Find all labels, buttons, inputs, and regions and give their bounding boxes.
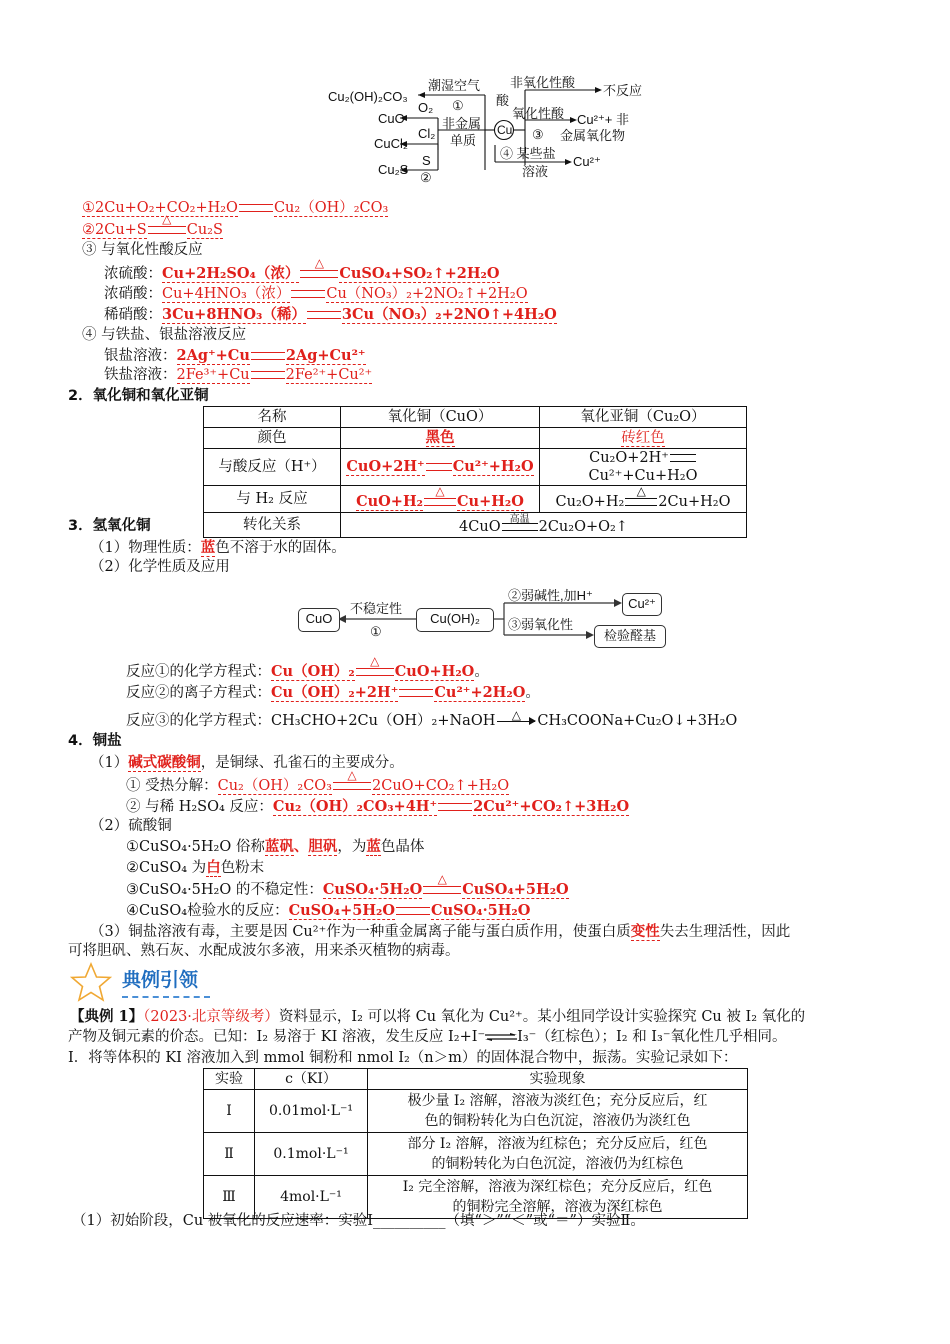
- eq-1: ①2Cu+O₂+CO₂+H₂O Cu₂（OH）₂CO₃: [82, 200, 389, 216]
- copper-sulfate-names: ①CuSO₄·5H₂O 俗称蓝矾、胆矾，为蓝色晶体: [126, 838, 425, 855]
- single-substance-label: 单质: [450, 133, 477, 148]
- acid-label: 酸: [496, 93, 510, 108]
- hydrate-instability: ③CuSO₄·5H₂O 的不稳定性：CuSO₄·5H₂O △ CuSO₄+5H₂O: [126, 872, 569, 898]
- toxicity-line-2: 可将胆矾、熟石灰、水配成波尔多液，用来杀灭植物的病毒。: [68, 943, 460, 959]
- eq-4-1: 银盐溶液：2Ag⁺+Cu 2Ag+Cu²⁺: [104, 347, 366, 364]
- header-cell: c（KI）: [255, 1069, 368, 1090]
- table-header-row: [204, 1069, 748, 1090]
- physical-property: （1）物理性质：蓝色不溶于水的固体。: [90, 539, 346, 556]
- table-row: [204, 1090, 748, 1133]
- circle-2-label: ②: [420, 170, 432, 185]
- reaction-1: 反应①的化学方程式：Cu（OH）₂ △ CuO+H₂O。: [126, 654, 489, 680]
- weak-oxidizing-label: ③弱氧化性: [508, 617, 574, 632]
- example-line-1: 【典例 1】（2023·北京等级考）资料显示，I₂ 可以将 Cu 氧化为 Cu²⁺。某小组同学设计实验探究 Cu 被 I₂ 氧化的: [70, 1008, 806, 1025]
- experiment-table: [203, 1068, 748, 1219]
- solution-label: 溶液: [522, 164, 549, 179]
- basic-copper-carbonate: （1）碱式碳酸铜，是铜绿、孔雀石的主要成分。: [90, 754, 404, 771]
- decomposition: ① 受热分解：Cu₂（OH）₂CO₃ △ 2CuO+CO₂↑+H₂O: [126, 768, 510, 794]
- exp-observation: 极少量 I₂ 溶解，溶液为淡红色；充分反应后，红 色的铜粉转化为白色沉淀，溶液仍为淡红色: [368, 1090, 748, 1133]
- cu2o-acid: Cu₂O+2H⁺Cu²⁺+Cu+H₂O: [540, 449, 747, 486]
- row-label: 与 H₂ 反应: [204, 486, 341, 513]
- oxidizing-acid-label: 氧化性酸: [512, 106, 565, 121]
- cl2-label: Cl₂: [418, 126, 436, 141]
- circle-3-label: ③: [532, 127, 544, 142]
- table-row: [204, 486, 747, 513]
- unstable-label: 不稳定性: [350, 601, 403, 616]
- nonoxidizing-acid-label: 非氧化性酸: [510, 75, 576, 90]
- cu2-ion-label: Cu²⁺: [573, 154, 601, 169]
- cuo-color: 黑色: [341, 428, 540, 449]
- anhydrous-color: ②CuSO₄ 为白色粉末: [126, 859, 265, 876]
- exp-id: Ⅲ: [204, 1176, 255, 1219]
- acid-reaction: ② 与稀 H₂SO₄ 反应：Cu₂（OH）₂CO₃+4H⁺ 2Cu²⁺+CO₂↑+3H₂O: [126, 798, 630, 815]
- header-cell: 实验现象: [368, 1069, 748, 1090]
- cu2o-h2: Cu₂O+H₂ △ 2Cu+H₂O: [540, 486, 747, 513]
- reaction-2: 反应②的离子方程式：Cu（OH）₂+2H⁺ Cu²⁺+2H₂O。: [126, 684, 540, 701]
- cu2oh2co3-label: Cu₂(OH)₂CO₃: [328, 89, 408, 104]
- circle-1-label: ①: [452, 98, 464, 113]
- header-cell: 实验: [204, 1069, 255, 1090]
- metal-oxide-label: 金属氧化物: [560, 128, 626, 143]
- moist-air-label: 潮湿空气: [428, 78, 481, 93]
- copper-oxide-table: [203, 406, 747, 538]
- eq-3-1: 浓硫酸：Cu+2H₂SO₄（浓） △ CuSO₄+SO₂↑+2H₂O: [104, 256, 500, 282]
- table-header-row: [204, 407, 747, 428]
- some-salt-label: ④ 某些盐: [500, 146, 556, 161]
- cucl2-label: CuCl₂: [374, 136, 408, 151]
- no-reaction-label: 不反应: [603, 83, 643, 98]
- s-label: S: [422, 153, 431, 168]
- equilibrium-icon: [485, 1033, 517, 1041]
- cu-center-label: Cu: [497, 123, 513, 137]
- header-cell: 名称: [204, 407, 341, 428]
- row-label: 与酸反应（H⁺）: [204, 449, 341, 486]
- eq-4-title: ④ 与铁盐、银盐溶液反应: [82, 327, 247, 343]
- conversion-cell: 4CuO 高温 2Cu₂O+O₂↑: [341, 513, 747, 538]
- table-row: [204, 449, 747, 486]
- cu2s-label: Cu₂S: [378, 162, 409, 177]
- cu-reaction-diagram: [320, 70, 660, 190]
- toxicity-line-1: （3）铜盐溶液有毒，主要是因 Cu²⁺作为一种重金属离子能与蛋白质作用，使蛋白质变性失去生理活性，因此: [90, 923, 791, 940]
- table-row: [204, 513, 747, 538]
- aldehyde-test-box: 检验醛基: [594, 625, 666, 648]
- question-1: （1）初始阶段，Cu 被氧化的反应速率：实验Ⅰ__________（填“＞”“＜”或“＝”）实验Ⅱ。: [72, 1213, 645, 1229]
- exp-id: Ⅱ: [204, 1133, 255, 1176]
- exp-id: Ⅰ: [204, 1090, 255, 1133]
- row-label: 转化关系: [204, 513, 341, 538]
- cu2-nonmetal-label: Cu²⁺+ 非: [577, 112, 630, 127]
- eq-3-title: ③ 与氧化性酸反应: [82, 242, 203, 258]
- star-icon: [70, 962, 112, 1002]
- weak-base-label: ②弱碱性,加H⁺: [508, 588, 593, 603]
- water-test: ④CuSO₄检验水的反应：CuSO₄+5H₂O CuSO₄·5H₂O: [126, 902, 531, 919]
- cuoh2-diagram: [298, 588, 668, 650]
- heading-underline: [122, 996, 210, 998]
- table-row: [204, 1133, 748, 1176]
- exp-conc: 0.1mol·L⁻¹: [255, 1133, 368, 1176]
- eq-3-3: 稀硝酸：3Cu+8HNO₃（稀） 3Cu（NO₃）₂+2NO↑+4H₂O: [104, 306, 557, 323]
- reaction-3: 反应③的化学方程式：CH₃CHO+2Cu（OH）₂+NaOH △ CH₃COONa+Cu₂O↓+3H₂O: [126, 707, 738, 729]
- section-2-title: 2．氧化铜和氧化亚铜: [68, 388, 209, 404]
- cuo-h2: CuO+H₂ △ Cu+H₂O: [341, 486, 540, 513]
- example-heading-text: 典例引领: [122, 969, 199, 991]
- example-line-3: I．将等体积的 KI 溶液加入到 mmol 铜粉和 nmol I₂（n＞m）的固体混合物中，振荡。实验记录如下：: [68, 1050, 738, 1066]
- eq-2: ②2Cu+S △ Cu₂S: [82, 212, 223, 238]
- cuo-label: CuO: [378, 111, 405, 126]
- nonmetal-label: 非金属: [442, 116, 482, 131]
- header-cell: 氧化铜（CuO）: [341, 407, 540, 428]
- example-line-2: 产物及铜元素的价态。已知：I₂ 易溶于 KI 溶液，发生反应 I₂+I⁻ I₃⁻（红棕色）；I₂ 和 I₃⁻氧化性几乎相同。: [68, 1029, 787, 1045]
- o2-label: O₂: [418, 100, 434, 115]
- eq-4-2: 铁盐溶液：2Fe³⁺+Cu 2Fe²⁺+Cu²⁺: [104, 367, 373, 383]
- exp-conc: 4mol·L⁻¹: [255, 1176, 368, 1219]
- table-row: [204, 428, 747, 449]
- eq-3-2: 浓硝酸：Cu+4HNO₃（浓） Cu（NO₃）₂+2NO₂↑+2H₂O: [104, 286, 528, 302]
- cu2o-color: 砖红色: [540, 428, 747, 449]
- exp-observation: 部分 I₂ 溶解，溶液为红棕色；充分反应后，红色 的铜粉转化为白色沉淀，溶液仍为红棕色: [368, 1133, 748, 1176]
- header-cell: 氧化亚铜（Cu₂O）: [540, 407, 747, 428]
- exp-conc: 0.01mol·L⁻¹: [255, 1090, 368, 1133]
- circle-1-label: ①: [370, 624, 382, 639]
- row-label: 颜色: [204, 428, 341, 449]
- example-heading: [70, 962, 220, 1002]
- copper-sulfate-title: （2）硫酸铜: [90, 818, 172, 834]
- chemical-property-title: （2）化学性质及应用: [90, 559, 230, 575]
- cuoh2-box: Cu(OH)₂: [416, 608, 494, 632]
- cu2-box: Cu²⁺: [622, 593, 662, 616]
- section-4-title: 4．铜盐: [68, 733, 122, 749]
- cuo-acid: CuO+2H⁺ Cu²⁺+H₂O: [341, 449, 540, 486]
- exp-observation: I₂ 完全溶解，溶液为深红棕色；充分反应后，红色 的铜粉完全溶解，溶液为深红棕色: [368, 1176, 748, 1219]
- section-3-title: 3．氢氧化铜: [68, 518, 151, 534]
- cuo-box: CuO: [298, 608, 340, 632]
